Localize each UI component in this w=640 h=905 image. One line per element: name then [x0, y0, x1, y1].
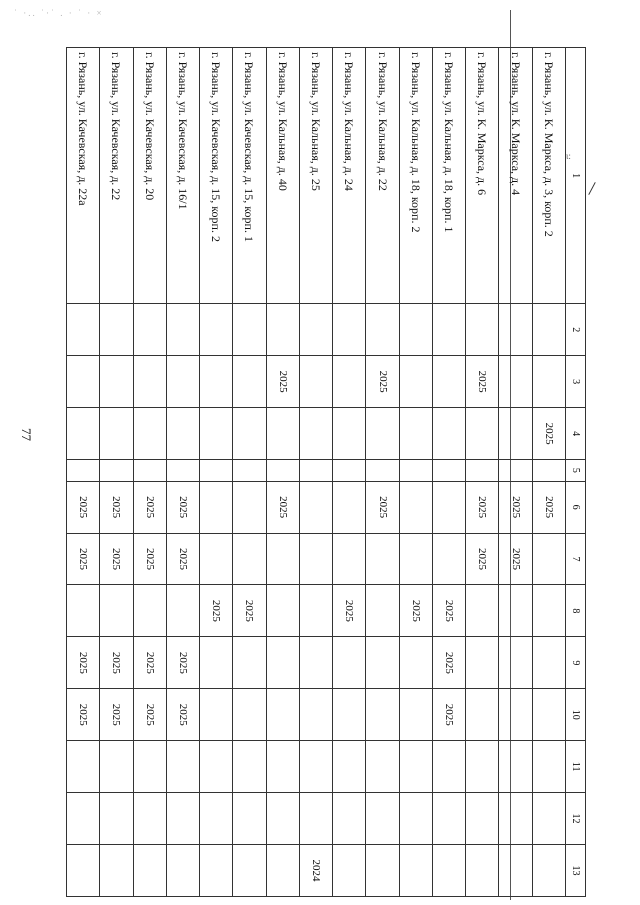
- year-cell: [299, 356, 332, 408]
- table-row: [399, 48, 432, 897]
- year-cell: [233, 533, 266, 585]
- year-cell: [466, 741, 499, 793]
- year-cell: 2025: [432, 585, 465, 637]
- year-cell: [166, 585, 199, 637]
- year-cell: [67, 793, 100, 845]
- year-cell: [166, 304, 199, 356]
- year-cell: [67, 304, 100, 356]
- year-cell: [266, 533, 299, 585]
- year-cell: [466, 585, 499, 637]
- year-cell: [266, 585, 299, 637]
- year-cell: [466, 304, 499, 356]
- year-cell: [399, 741, 432, 793]
- year-cell: 2025: [532, 408, 565, 460]
- year-cell: [299, 533, 332, 585]
- year-cell: [499, 304, 532, 356]
- year-cell: 2025: [366, 356, 399, 408]
- column-header: 10: [566, 689, 586, 741]
- year-cell: 2025: [67, 481, 100, 533]
- year-cell: [67, 585, 100, 637]
- year-cell: [100, 585, 133, 637]
- column-header: 12: [566, 793, 586, 845]
- table-row: [333, 48, 366, 897]
- year-cell: [466, 845, 499, 897]
- year-cell: 2025: [532, 481, 565, 533]
- year-cell: [532, 793, 565, 845]
- year-cell: [333, 408, 366, 460]
- year-cell: 2025: [233, 585, 266, 637]
- table-row: [100, 48, 133, 897]
- year-cell: [100, 408, 133, 460]
- year-cell: [532, 637, 565, 689]
- table-row: [200, 48, 233, 897]
- year-cell: [466, 460, 499, 482]
- year-cell: 2025: [133, 481, 166, 533]
- year-cell: [233, 793, 266, 845]
- year-cell: [432, 741, 465, 793]
- year-cell: [499, 741, 532, 793]
- year-cell: 2025: [266, 481, 299, 533]
- year-cell: 2025: [133, 689, 166, 741]
- year-cell: [333, 741, 366, 793]
- year-cell: [333, 533, 366, 585]
- year-cell: [166, 741, 199, 793]
- year-cell: [266, 408, 299, 460]
- year-cell: 2025: [333, 585, 366, 637]
- address-cell: г. Рязань, ул. Качевская, д. 15, корп. 1: [233, 48, 266, 304]
- column-header: 13: [566, 845, 586, 897]
- year-cell: [200, 533, 233, 585]
- year-cell: [133, 408, 166, 460]
- year-cell: [166, 460, 199, 482]
- column-header-row: [566, 48, 586, 897]
- column-header: 3: [566, 356, 586, 408]
- year-cell: [266, 460, 299, 482]
- year-cell: 2025: [166, 481, 199, 533]
- year-cell: [366, 460, 399, 482]
- rotated-table-container: [66, 47, 586, 897]
- year-cell: 2025: [432, 637, 465, 689]
- year-cell: [499, 637, 532, 689]
- year-cell: [399, 689, 432, 741]
- year-cell: [432, 408, 465, 460]
- year-cell: [432, 356, 465, 408]
- year-cell: [366, 793, 399, 845]
- table-row: [299, 48, 332, 897]
- year-cell: 2025: [266, 356, 299, 408]
- year-cell: [233, 481, 266, 533]
- year-cell: [200, 793, 233, 845]
- year-cell: [366, 408, 399, 460]
- year-cell: [166, 356, 199, 408]
- address-cell: г. Рязань, ул. Кальная, д. 25: [299, 48, 332, 304]
- year-cell: [366, 533, 399, 585]
- year-cell: [166, 845, 199, 897]
- year-cell: [366, 845, 399, 897]
- year-cell: 2025: [100, 481, 133, 533]
- year-cell: [299, 304, 332, 356]
- year-cell: 2025: [166, 533, 199, 585]
- year-cell: [233, 408, 266, 460]
- year-cell: [200, 689, 233, 741]
- year-cell: [100, 460, 133, 482]
- year-cell: [333, 793, 366, 845]
- column-header: 9: [566, 637, 586, 689]
- year-cell: [266, 845, 299, 897]
- year-cell: [233, 356, 266, 408]
- table-row: [133, 48, 166, 897]
- year-cell: [299, 689, 332, 741]
- year-cell: 2025: [166, 689, 199, 741]
- year-cell: [499, 793, 532, 845]
- year-cell: [432, 481, 465, 533]
- year-cell: 2025: [166, 637, 199, 689]
- year-cell: [133, 845, 166, 897]
- year-cell: 2025: [499, 533, 532, 585]
- pen-mark: [588, 182, 595, 195]
- address-cell: г. Рязань, ул. К. Маркса, д. 4: [499, 48, 532, 304]
- year-cell: [432, 533, 465, 585]
- year-cell: 2025: [100, 637, 133, 689]
- year-cell: [166, 793, 199, 845]
- year-cell: [333, 356, 366, 408]
- year-cell: [399, 356, 432, 408]
- schedule-table: [66, 47, 586, 897]
- column-header: 1: [566, 48, 586, 304]
- scan-specks: ˙ ·.. ˙·˙ . · ˙ · ×: [14, 8, 104, 18]
- year-cell: [366, 689, 399, 741]
- year-cell: [133, 356, 166, 408]
- year-cell: [499, 356, 532, 408]
- table-row: [67, 48, 100, 897]
- address-cell: г. Рязань, ул. К. Маркса, д. 3, корп. 2: [532, 48, 565, 304]
- year-cell: [133, 585, 166, 637]
- year-cell: [67, 741, 100, 793]
- year-cell: 2025: [200, 585, 233, 637]
- year-cell: [399, 481, 432, 533]
- table-body: [67, 48, 566, 897]
- year-cell: [67, 845, 100, 897]
- address-cell: г. Рязань, ул. Кальная, д. 18, корп. 1: [432, 48, 465, 304]
- year-cell: [466, 689, 499, 741]
- year-cell: [200, 481, 233, 533]
- table-row: [266, 48, 299, 897]
- year-cell: [299, 793, 332, 845]
- year-cell: [532, 304, 565, 356]
- year-cell: [432, 304, 465, 356]
- year-cell: [532, 689, 565, 741]
- year-cell: [266, 304, 299, 356]
- year-cell: [299, 408, 332, 460]
- address-cell: г. Рязань, ул. Качевская, д. 16/1: [166, 48, 199, 304]
- year-cell: [67, 460, 100, 482]
- year-cell: [266, 741, 299, 793]
- table-row: [166, 48, 199, 897]
- year-cell: [399, 793, 432, 845]
- year-cell: [333, 304, 366, 356]
- table-row: [233, 48, 266, 897]
- year-cell: [67, 408, 100, 460]
- year-cell: [399, 408, 432, 460]
- year-cell: 2025: [399, 585, 432, 637]
- year-cell: [366, 637, 399, 689]
- year-cell: 2025: [432, 689, 465, 741]
- year-cell: 2025: [133, 533, 166, 585]
- year-cell: [299, 637, 332, 689]
- year-cell: [333, 637, 366, 689]
- year-cell: [200, 304, 233, 356]
- table-row: [466, 48, 499, 897]
- year-cell: [67, 356, 100, 408]
- pen-mark-small: ι:: [566, 151, 571, 161]
- year-cell: 2025: [466, 481, 499, 533]
- year-cell: 2025: [499, 481, 532, 533]
- year-cell: [100, 845, 133, 897]
- year-cell: [399, 637, 432, 689]
- year-cell: 2024: [299, 845, 332, 897]
- year-cell: [299, 585, 332, 637]
- address-cell: г. Рязань, ул. Качевская, д. 15, корп. 2: [200, 48, 233, 304]
- year-cell: [532, 741, 565, 793]
- year-cell: [432, 460, 465, 482]
- address-cell: г. Рязань, ул. Качевская, д. 22а: [67, 48, 100, 304]
- year-cell: [266, 637, 299, 689]
- year-cell: 2025: [100, 689, 133, 741]
- year-cell: [499, 585, 532, 637]
- year-cell: [200, 741, 233, 793]
- year-cell: [399, 845, 432, 897]
- address-cell: г. Рязань, ул. Качевская, д. 20: [133, 48, 166, 304]
- year-cell: [233, 304, 266, 356]
- year-cell: [333, 481, 366, 533]
- column-header: 4: [566, 408, 586, 460]
- year-cell: 2025: [67, 689, 100, 741]
- year-cell: [200, 356, 233, 408]
- year-cell: [100, 793, 133, 845]
- year-cell: [100, 356, 133, 408]
- year-cell: [233, 689, 266, 741]
- year-cell: [200, 460, 233, 482]
- year-cell: [399, 533, 432, 585]
- year-cell: [432, 845, 465, 897]
- year-cell: [200, 845, 233, 897]
- table-row: [432, 48, 465, 897]
- year-cell: [399, 460, 432, 482]
- address-cell: г. Рязань, ул. Кальная, д. 18, корп. 2: [399, 48, 432, 304]
- address-cell: г. Рязань, ул. К. Маркса, д. 6: [466, 48, 499, 304]
- year-cell: [532, 585, 565, 637]
- year-cell: [133, 793, 166, 845]
- year-cell: [532, 460, 565, 482]
- year-cell: [466, 793, 499, 845]
- year-cell: [333, 845, 366, 897]
- year-cell: 2025: [466, 356, 499, 408]
- year-cell: [100, 741, 133, 793]
- year-cell: [399, 304, 432, 356]
- year-cell: [333, 460, 366, 482]
- year-cell: [366, 741, 399, 793]
- year-cell: [266, 793, 299, 845]
- table-row: [532, 48, 565, 897]
- year-cell: 2025: [466, 533, 499, 585]
- year-cell: [366, 585, 399, 637]
- year-cell: [200, 637, 233, 689]
- year-cell: 2025: [133, 637, 166, 689]
- year-cell: [333, 689, 366, 741]
- table-row: [499, 48, 532, 897]
- page-number: 77: [19, 428, 34, 441]
- year-cell: 2025: [67, 637, 100, 689]
- year-cell: [299, 460, 332, 482]
- year-cell: [299, 741, 332, 793]
- year-cell: [466, 408, 499, 460]
- year-cell: [499, 689, 532, 741]
- year-cell: [233, 637, 266, 689]
- year-cell: [366, 304, 399, 356]
- year-cell: 2025: [67, 533, 100, 585]
- year-cell: [233, 460, 266, 482]
- year-cell: [532, 845, 565, 897]
- year-cell: [299, 481, 332, 533]
- year-cell: [499, 408, 532, 460]
- column-header: 11: [566, 741, 586, 793]
- year-cell: [200, 408, 233, 460]
- year-cell: [266, 689, 299, 741]
- year-cell: [532, 533, 565, 585]
- year-cell: [432, 793, 465, 845]
- column-header: 7: [566, 533, 586, 585]
- year-cell: [133, 741, 166, 793]
- year-cell: [100, 304, 133, 356]
- year-cell: [133, 460, 166, 482]
- year-cell: [233, 845, 266, 897]
- year-cell: [499, 460, 532, 482]
- year-cell: 2025: [100, 533, 133, 585]
- address-cell: г. Рязань, ул. Кальная, д. 24: [333, 48, 366, 304]
- year-cell: [532, 356, 565, 408]
- address-cell: г. Рязань, ул. Качевская, д. 22: [100, 48, 133, 304]
- column-header: 2: [566, 304, 586, 356]
- year-cell: [499, 845, 532, 897]
- address-cell: г. Рязань, ул. Кальная, д. 40: [266, 48, 299, 304]
- address-cell: г. Рязань, ул. Кальная, д. 22: [366, 48, 399, 304]
- column-header: 5: [566, 460, 586, 482]
- year-cell: [133, 304, 166, 356]
- column-header: 6: [566, 481, 586, 533]
- column-header: 8: [566, 585, 586, 637]
- year-cell: [466, 637, 499, 689]
- year-cell: [166, 408, 199, 460]
- table-row: [366, 48, 399, 897]
- year-cell: [233, 741, 266, 793]
- year-cell: 2025: [366, 481, 399, 533]
